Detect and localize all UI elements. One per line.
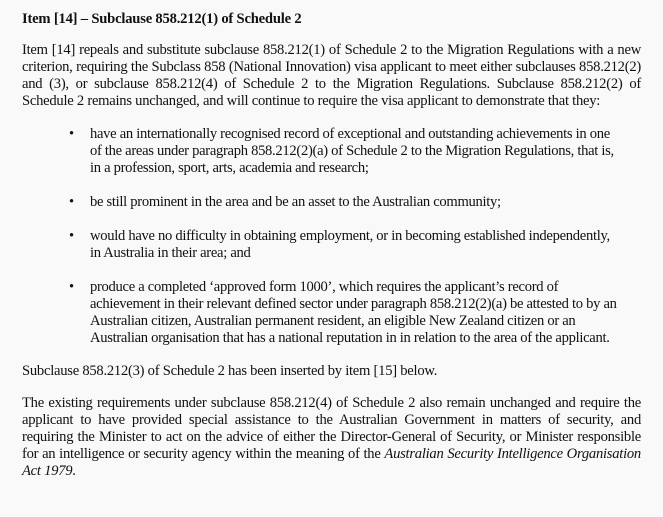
existing-requirements-text: The existing requirements under subclause 858.212(4) of Schedule 2 also remain unchanged and require the applicant to have provided special assistance to the Australian Government in matters of security, and requiring the Minister to act on the advice of either the Director-General of Security, or Minister responsible for an intelligence or security agency within the meaning of the	[22, 395, 641, 462]
section-heading: Item [14] – Subclause 858.212(1) of Schedule 2	[22, 11, 302, 27]
bullet-icon: •	[69, 194, 74, 210]
sentence-end: .	[72, 463, 76, 479]
existing-requirements-paragraph	[22, 395, 641, 480]
bullet-icon: •	[69, 126, 74, 142]
intro-paragraph: Item [14] repeals and substitute subclause 858.212(1) of Schedule 2 to the Migration Regulations with a new criterion, requiring the Subclass 858 (National Innovation) visa applicant to meet either subclauses 858.212(2) and (3), or subclause 858.212(4) of Schedule 2 to the Migration Regulations. Subclause 858.212(2) of Schedule 2 remains unchanged, and will continue to require the visa applicant to demonstrate that they:	[22, 42, 641, 109]
list-item-text: would have no difficulty in obtaining employment, or in becoming established independently, in Australia in their area; and	[90, 228, 610, 261]
list-item	[69, 228, 641, 262]
bullet-icon: •	[69, 279, 74, 295]
list-item-text: produce a completed ‘approved form 1000’, which requires the applicant’s record of achievement in their relevant defined sector under paragraph 858.212(2)(a) be attested to by an Australian citizen, Australian permanent resident, an eligible New Zealand citizen or an Australian organisation that has a national reputation in in relation to the area of the applicant.	[90, 279, 617, 346]
list-item-text: have an internationally recognised record of exceptional and outstanding achievements in one of the areas under paragraph 858.212(2)(a) of Schedule 2 to the Migration Regulations, that is, in a profession, sport, arts, academia and research;	[90, 126, 614, 176]
inserted-paragraph: Subclause 858.212(3) of Schedule 2 has been inserted by item [15] below.	[22, 363, 438, 379]
list-item	[69, 194, 641, 211]
requirements-list	[22, 126, 641, 347]
list-item	[69, 126, 641, 177]
bullet-icon: •	[69, 228, 74, 244]
list-item-text: be still prominent in the area and be an asset to the Australian community;	[90, 194, 501, 210]
list-item	[69, 279, 641, 347]
act-title: Australian Security Intelligence Organisation Act 1979	[22, 446, 641, 479]
